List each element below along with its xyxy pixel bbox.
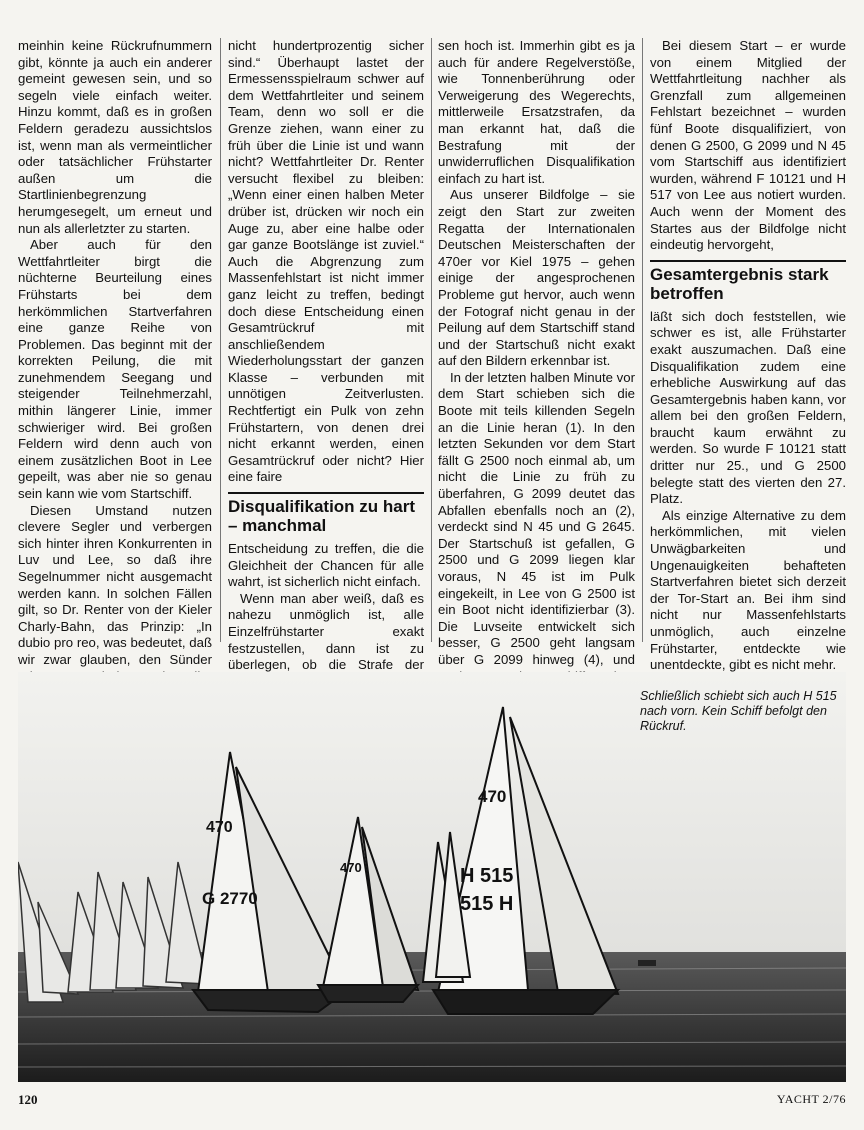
page-number: 120	[18, 1092, 38, 1107]
sail-number: H 515	[460, 865, 514, 887]
paragraph: Als einzige Alternative zu dem herkömmlichen, mit vielen Unwägbarkeiten und Ungenauigkeiten behafteten Startverfahren bietet sich derzeit der Tor-Start an. Bei ihm sind nicht nur Massenfehlstarts unmöglich, auch einzelne Frühstarter, entdeckte wie unentdeckte, gibt es nicht mehr.	[650, 507, 846, 673]
sail-number: 470	[340, 860, 362, 875]
subheading: Disqualifikation zu hart – manchmal	[228, 492, 424, 535]
paragraph: Wenn man aber weiß, daß es nahezu unmöglich ist, alle Einzelfrühstarter exakt festzustellen, dann ist zu überlegen, ob die Strafe der	[228, 590, 424, 673]
paragraph: Bei diesem Start – er wurde von einem Mitglied der Wettfahrtleitung nachher als Grenzfall zum allgemeinen Fehlstart bezeichnet – wurden fünf Boote disqualifiziert, von denen G 2500, G 2099 und N 45 vom Startschiff aus identifiziert wurden, während F 10121 und H 517 von Lee aus notiert wurden. Auch wenn der Moment des Startes aus der Bildfolge nicht eindeutig hervorgeht,	[650, 38, 846, 253]
text-column-2	[228, 38, 424, 707]
paragraph: sen hoch ist. Immerhin gibt es ja auch für andere Regelverstöße, wie Tonnenberührung oder Verweigerung des Wegerechts, mittlerweile Ersatzstrafen, da man erkannt hat, daß die Bestrafung mit der unwiderruflichen Disqualifikation einfach zu hart ist.	[438, 38, 635, 186]
text-column-4	[650, 38, 846, 690]
paragraph: nicht hundertprozentig sicher sind.“ Überhaupt lastet der Ermessensspielraum schwer auf dem Wettfahrtleiter und seinem Team, denn wo soll er die Grenze ziehen, wann einer zu früh über die Linie ist und wann nicht? Wettfahrtleiter Dr. Renter versucht flexibel zu bleiben: „Wenn einer einen halben Meter drüber ist, drücken wir noch ein Auge zu, aber eine halbe oder gar ganze Bootslänge ist zuviel.“ Auch die Abgrenzung zum Massenfehlstart ist nicht immer ganz leicht zu treffen, bedingt doch diese Entscheidung einen Gesamtrückruf mit anschließendem Wiederholungsstart der ganzen Klasse – verbunden mit unnötigen Zeitverlusten. Rechtfertigt ein Pulk von zehn Frühstartern, von denen drei nicht erkannt werden, einen Gesamtrückruf oder nicht? Hier eine faire	[228, 38, 424, 485]
subheading: Gesamtergebnis stark betroffen	[650, 260, 846, 303]
column-divider	[642, 38, 643, 642]
paragraph: Aus unserer Bildfolge – sie zeigt den Start zur zweiten Regatta der Internationalen Deutschen Meisterschaften der 470er vor Kiel 1975 – gehen einige der angesprochenen Probleme gut hervor, auch wenn der Fotograf nicht genau in der Peilung auf dem Startschiff stand und der Startschuß nicht exakt auf den Bildern erkennbar ist.	[438, 187, 635, 369]
paragraph: läßt sich doch feststellen, wie schwer es ist, alle Frühstarter exakt auszumachen. Daß eine Disqualifikation zudem eine erhebliche Auswirkung auf das Gesamtergebnis haben kann, vor allem bei den großen Feldern, braucht kaum erwähnt zu werden. So wurde F 10121 statt dritter nur 25., und G 2500 belegte statt des vierten den 27. Platz.	[650, 308, 846, 507]
column-divider	[220, 38, 221, 642]
sail-number: 470	[478, 787, 507, 806]
text-column-1	[18, 38, 212, 702]
sail-number: 470	[206, 819, 233, 836]
text-column-3	[438, 38, 635, 702]
paragraph: Diesen Umstand nutzen clevere Segler und verbergen sich hinter ihren Konkurrenten in Luv und Lee, so daß ihre Segelnummer nicht ausgemacht werden kann. In solchen Fällen gilt, so Dr. Renter von der Kieler Charly-Bahn, das Prinzip: „In dubio pro reo, was bedeutet, daß wir zwar glauben, den Sünder	[18, 502, 212, 667]
column-divider	[431, 38, 432, 642]
paragraph: Entscheidung zu treffen, die die Gleichheit der Chancen für alle wahrt, ist sicherlich nicht einfach.	[228, 541, 424, 590]
paragraph: In der letzten halben Minute vor dem Start schieben sich die Boote mit teils killenden Segeln an die Linie heran (1). In den letzten Sekunden vor dem Start fällt G 2500 noch einmal ab, um nicht die Linie zu früh zu überfahren, G 2099 deutet das Abfallen ebenfalls noch an (2), verdeckt sind N 45 und G 2645. Der Startschuß ist gefallen, G 2500 und G 2099 liegen klar voraus, N 45 ist im Pulk eingekeilt, in Lee von G 2500 ist ein Boot nicht identifizierbar (3). Die Luvseite entwickelt sich besser, G 2500 geht langsam über G 2099 hinweg (4), und	[438, 369, 635, 667]
sail-number: 515 H	[460, 893, 514, 915]
photo-caption: Schließlich schiebt sich auch H 515 nach vorn. Kein Schiff befolgt den Rückruf.	[640, 689, 837, 733]
paragraph: meinhin keine Rückrufnummern gibt, könnte ja auch ein anderer gemeint gewesen sein, und so segeln viele einfach weiter. Hinzu kommt, daß es in großen Feldern geradezu aussichtslos ist, wenn man als vermeintlicher oder tatsächlicher Frühstarter außen um die Startlinienbegrenzung herumgesegelt, um erneut und nun als allerletzter zu starten.	[18, 38, 212, 236]
paragraph: Aber auch für den Wettfahrtleiter birgt die nüchterne Beurteilung eines Frühstarts bei dem herkömmlichen Startverfahren eine ganze Reihe von Problemen. Das beginnt mit der korrekten Peilung, die mit zunehmendem Seegang und steigender Teilnehmerzahl, mithin längerer Linie, immer schwieriger wird. Bei großen Feldern wird denn auch von einem zusätzlichen Boot in Lee gepeilt, was aber nie so genau sein kann wie vom Startschiff.	[18, 237, 212, 502]
magazine-issue: YACHT 2/76	[776, 1092, 846, 1106]
sail-number: G 2770	[202, 889, 258, 908]
